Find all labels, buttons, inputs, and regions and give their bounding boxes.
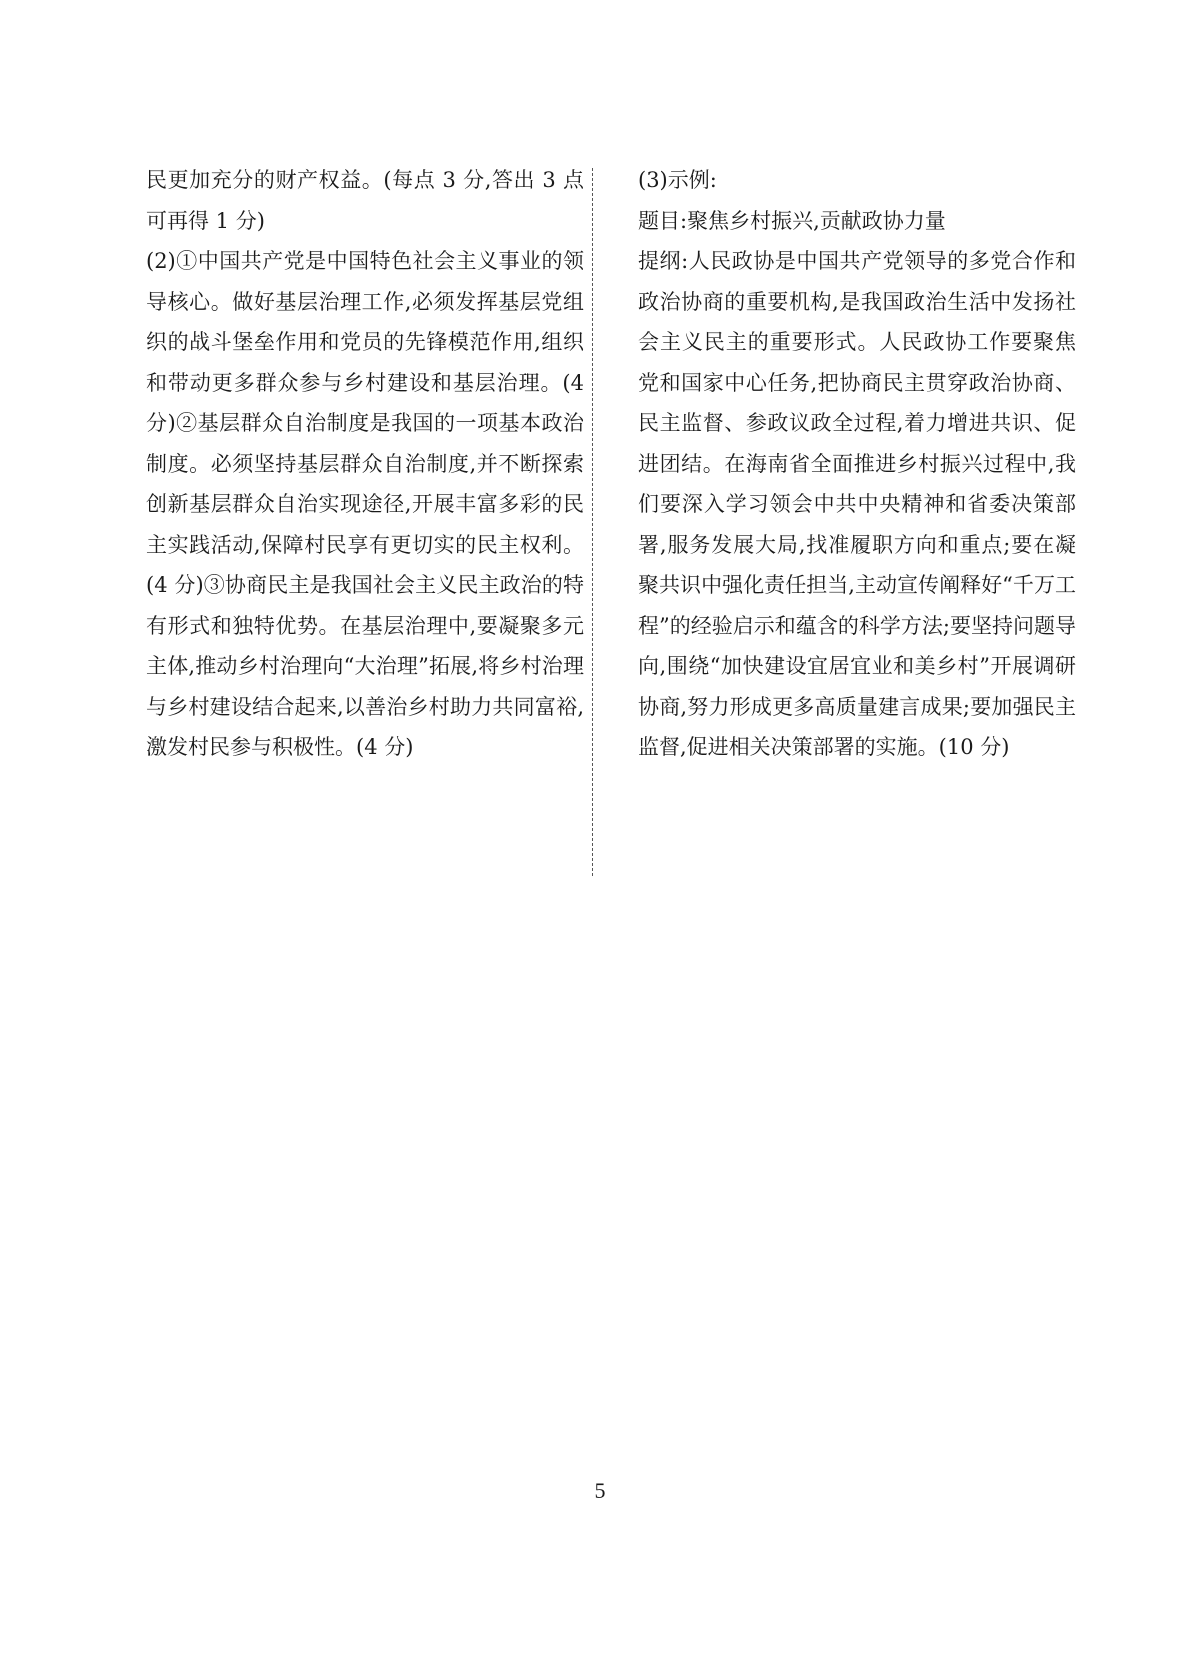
answer-2-paragraph: (2)①中国共产党是中国特色社会主义事业的领导核心。做好基层治理工作,必须发挥基层党组织的战斗堡垒作用和党员的先锋模范作用,组织和带动更多群众参与乡村建设和基层治理。(4 分)②基层群众自治制度是我国的一项基本政治制度。必须坚持基层群众自治制度,并不断探索创新基层群众自治实现途径,开展丰富多彩的民主实践活动,保障村民享有更切实的民主权利。(4 分)③协商民主是我国社会主义民主政治的特有形式和独特优势。在基层治理中,要凝聚多元主体,推动乡村治理向“大治理”拓展,将乡村治理与乡村建设结合起来,以善治乡村助力共同富裕,激发村民参与积极性。(4 分) bbox=[146, 249, 584, 759]
answer-continuation-paragraph: 民更加充分的财产权益。(每点 3 分,答出 3 点可再得 1 分) bbox=[146, 168, 584, 233]
answer-3-title: 题目:聚焦乡村振兴,贡献政协力量 bbox=[638, 208, 946, 233]
left-column bbox=[146, 160, 584, 768]
answer-3-heading: (3)示例: bbox=[638, 168, 717, 192]
page-number: 5 bbox=[594, 1478, 606, 1503]
right-column bbox=[638, 160, 1076, 768]
answer-3-outline: 提纲:人民政协是中国共产党领导的多党合作和政治协商的重要机构,是我国政治生活中发扬社会主义民主的重要形式。人民政协工作要聚焦党和国家中心任务,把协商民主贯穿政治协商、民主监督、参政议政全过程,着力增进共识、促进团结。在海南省全面推进乡村振兴过程中,我们要深入学习领会中共中央精神和省委决策部署,服务发展大局,找准履职方向和重点;要在凝聚共识中强化责任担当,主动宣传阐释好“千万工程”的经验启示和蕴含的科学方法;要坚持问题导向,围绕“加快建设宜居宜业和美乡村”开展调研协商,努力形成更多高质量建言成果;要加强民主监督,促进相关决策部署的实施。(10 分) bbox=[638, 249, 1076, 759]
column-divider bbox=[592, 168, 593, 876]
